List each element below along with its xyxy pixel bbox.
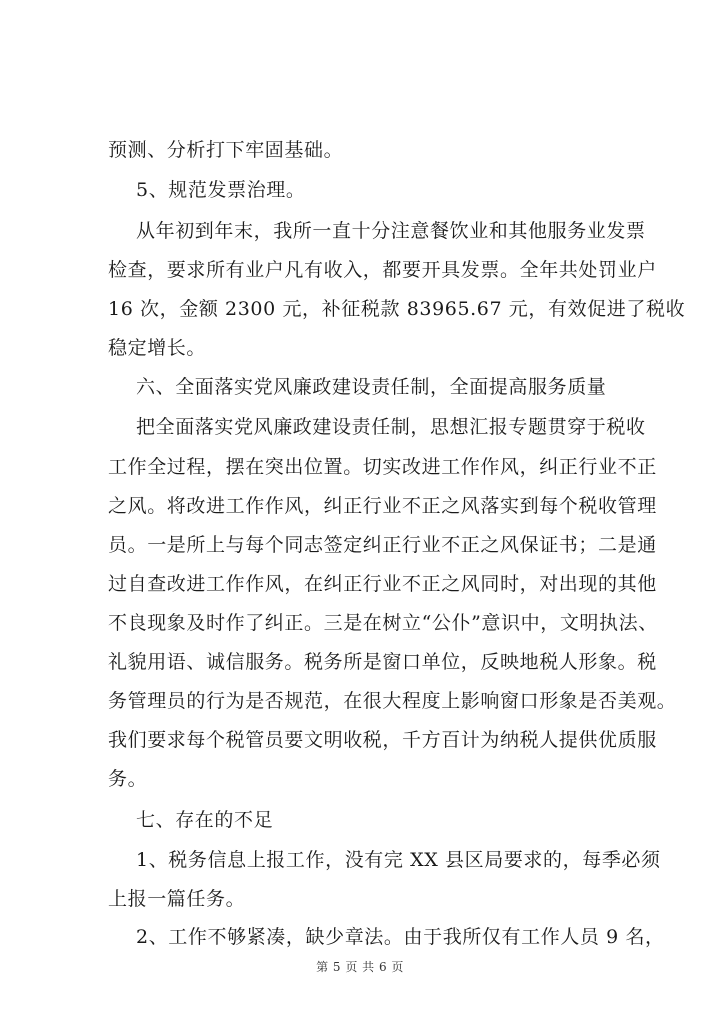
section-heading: 六、全面落实党风廉政建设责任制，全面提高服务质量 — [136, 376, 607, 398]
body-line: 工作全过程，摆在突出位置。切实改进工作作风，纠正行业不正 — [108, 456, 657, 478]
body-line: 员。一是所上与每个同志签定纠正行业不正之风保证书；二是通 — [108, 534, 657, 556]
body-line: 上报一篇任务。 — [108, 888, 246, 910]
body-line: 之风。将改进工作作风，纠正行业不正之风落实到每个税收管理 — [108, 495, 657, 517]
list-item-heading: 1、税务信息上报工作，没有完 XX 县区局要求的，每季必须 — [136, 849, 661, 871]
body-line: 务。 — [108, 768, 148, 790]
page-number: 第 5 页 共 6 页 — [316, 960, 404, 974]
body-line: 从年初到年末，我所一直十分注意餐饮业和其他服务业发票 — [136, 220, 646, 242]
body-line: 把全面落实党风廉政建设责任制，思想汇报专题贯穿于税收 — [136, 416, 646, 438]
body-line: 检查，要求所有业户凡有收入，都要开具发票。全年共处罚业户 — [108, 259, 657, 281]
section-heading: 七、存在的不足 — [136, 809, 274, 831]
body-line: 务管理员的行为是否规范，在很大程度上影响窗口形象是否美观。 — [108, 690, 677, 712]
body-line: 我们要求每个税管员要文明收税，千方百计为纳税人提供优质服 — [108, 729, 657, 751]
body-line: 16 次，金额 2300 元，补征税款 83965.67 元，有效促进了税收 — [108, 298, 686, 320]
list-item-heading: 2、工作不够紧凑，缺少章法。由于我所仅有工作人员 9 名， — [136, 926, 665, 948]
list-item-heading: 5、规范发票治理。 — [136, 179, 306, 201]
body-line: 稳定增长。 — [108, 337, 207, 359]
body-line: 礼貌用语、诚信服务。税务所是窗口单位，反映地税人形象。税 — [108, 651, 657, 673]
body-line: 不良现象及时作了纠正。三是在树立“公仆”意识中，文明执法、 — [108, 612, 658, 634]
body-line: 预测、分析打下牢固基础。 — [108, 139, 344, 161]
body-line: 过自查改进工作作风，在纠正行业不正之风同时，对出现的其他 — [108, 573, 657, 595]
